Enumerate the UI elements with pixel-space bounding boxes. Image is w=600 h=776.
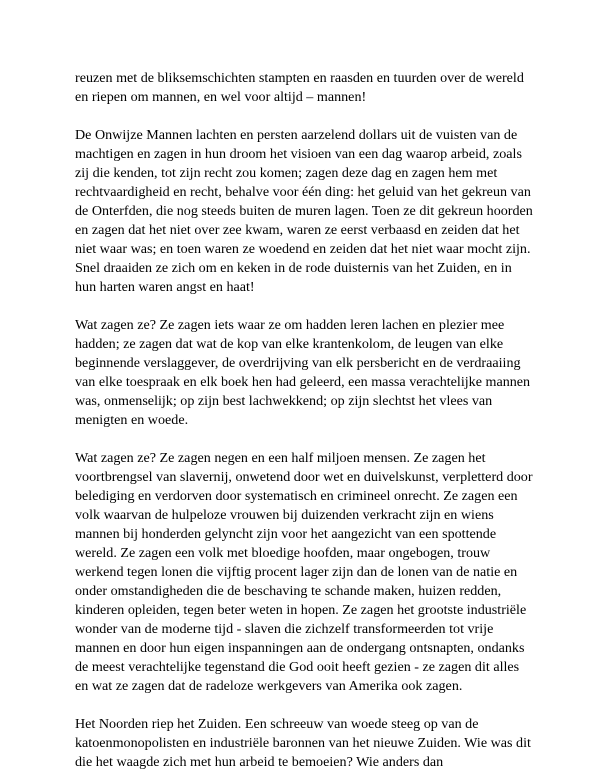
paragraph-4: Wat zagen ze? Ze zagen negen en een half miljoen mensen. Ze zagen het voortbrengsel van slavernij, onwetend door wet en duivelskunst, verpletterd door belediging en verdorven door systematisch en crimineel onrecht. Ze zagen een volk waarvan de hulpeloze vrouwen bij duizenden verkracht zijn en wiens mannen bij honderden gelyncht zijn voor het aangezicht van een spottende wereld. Ze zagen een volk met bloedige hoofden, maar ongebogen, trouw werkend tegen lonen die vijftig procent lager zijn dan de lonen van de natie en onder omstandigheden die de beschaving te schande maken, huizen redden, kinderen opleiden, tegen beter weten in hopen. Ze zagen het grootste industriële wonder van de moderne tijd - slaven die zichzelf transformeerden tot vrije mannen en door hun eigen inspanningen aan de ondergang ontsnapten, ondanks de meest verachtelijke tegenstand die God ooit heeft gezien - ze zagen dit alles en wat ze zagen dat de radeloze werkgevers van Amerika ook zagen. (75, 450, 533, 694)
paragraph-2: De Onwijze Mannen lachten en persten aarzelend dollars uit de vuisten van de machtigen en zagen in hun droom het visioen van een dag waarop arbeid, zoals zij die kenden, tot zijn recht zou komen; zagen deze dag en zagen hem met rechtvaardigheid en recht, behalve voor één ding: het geluid van het gekreun van de Onterfden, die nog steeds buiten de muren lagen. Toen ze dit gekreun hoorden en zagen dat het niet over zee kwam, waren ze eerst verbaasd en zeiden dat het niet waar was; en toen waren ze woedend en zeiden dat het niet waar mocht zijn. Snel draaiden ze zich om en keken in de rode duisternis van het Zuiden, en in hun harten waren angst en haat! (75, 127, 533, 295)
document-body (75, 69, 535, 772)
paragraph-5: Het Noorden riep het Zuiden. Een schreeuw van woede steeg op van de katoenmonopolisten en industriële baronnen van het nieuwe Zuiden. Wie was dit die het waagde zich met hun arbeid te bemoeien? Wie anders dan (75, 716, 531, 770)
paragraph-1: reuzen met de bliksemschichten stampten en raasden en tuurden over de wereld en riepen om mannen, en wel voor altijd – mannen! (75, 70, 524, 105)
paragraph-3: Wat zagen ze? Ze zagen iets waar ze om hadden leren lachen en plezier mee hadden; ze zagen dat wat de kop van elke krantenkolom, de leugen van elke beginnende verslaggever, de overdrijving van elk persbericht en de verdraaiing van elke toespraak en elk boek hen had geleerd, een massa verachtelijke mannen was, onmenselijk; op zijn best lachwekkend; op zijn slechtst het vlees van menigten en woede. (75, 317, 531, 428)
